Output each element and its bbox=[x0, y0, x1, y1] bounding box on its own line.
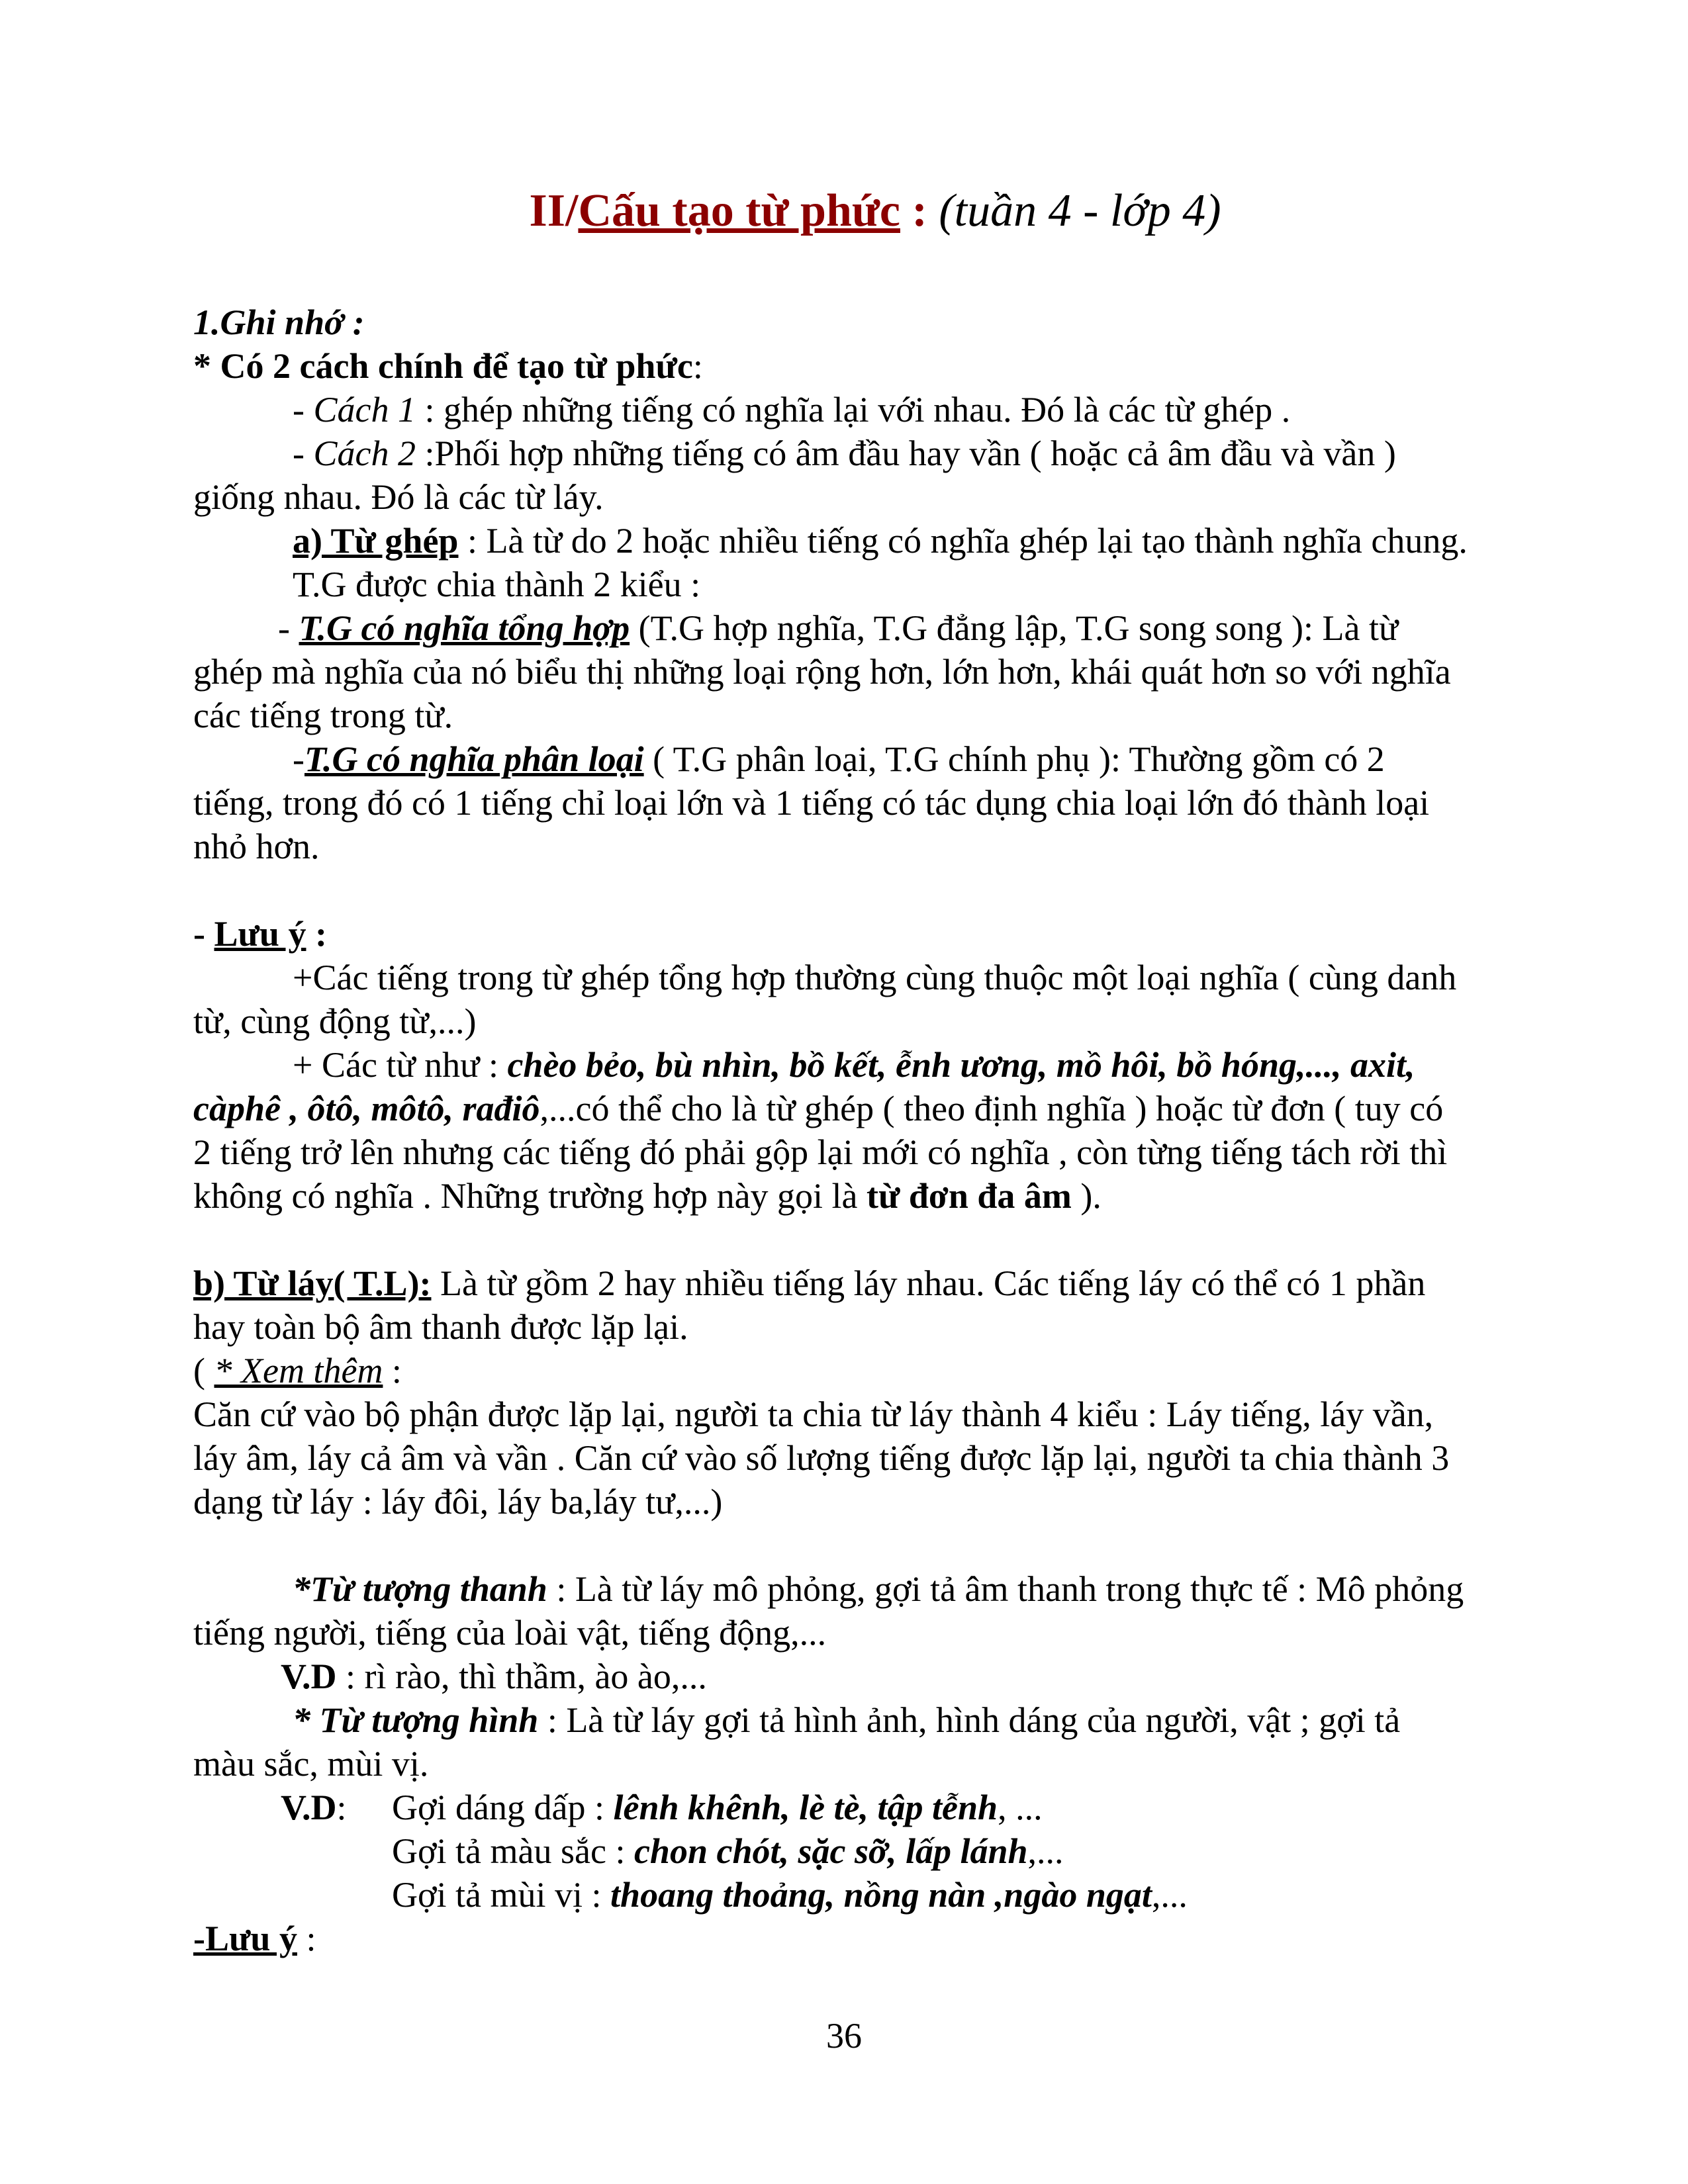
xem-them-heading: ( * Xem thêm : bbox=[193, 1351, 402, 1390]
tg-tong-hop: - T.G có nghĩa tổng hợp (T.G hợp nghĩa, T.G đẳng lập, T.G song song ): Là từ bbox=[278, 608, 1399, 648]
tuong-hinh: * Từ tượng hình : Là từ láy gợi tả hình ảnh, hình dáng của người, vật ; gợi tả bbox=[293, 1700, 1401, 1740]
tg-phan-loai-label: T.G có nghĩa phân loại bbox=[304, 739, 644, 779]
page-number: 36 bbox=[826, 2016, 862, 2056]
tg-phan-loai: -T.G có nghĩa phân loại ( T.G phân loại, T.G chính phụ ): Thường gồm có 2 bbox=[293, 739, 1385, 779]
title-colon: : bbox=[900, 185, 939, 236]
vd-example-2: Gợi tả mùi vị : thoang thoảng, nồng nàn ,ngào ngạt,... bbox=[392, 1875, 1188, 1915]
tuong-hinh-vd-label: V.D: bbox=[281, 1788, 347, 1827]
tg-phan-loai-l2: tiếng, trong đó có 1 tiếng chỉ loại lớn và 1 tiếng có tác dụng chia loại lớn đó thành loại bbox=[193, 783, 1430, 823]
luu-y-1-item-2: + Các từ như : chèo bẻo, bù nhìn, bồ kết, ễnh ương, mồ hôi, bồ hóng,..., axit, bbox=[293, 1045, 1415, 1085]
tu-ghep-label: a) Từ ghép bbox=[293, 521, 459, 561]
tg-tong-hop-l2: ghép mà nghĩa của nó biểu thị những loại rộng hơn, lớn hơn, khái quát hơn so với nghĩa bbox=[193, 652, 1451, 692]
tu-lay-definition-cont: hay toàn bộ âm thanh được lặp lại. bbox=[193, 1307, 688, 1347]
title-note: (tuần 4 - lớp 4) bbox=[939, 185, 1221, 236]
cach-1-label: Cách 1 bbox=[313, 390, 416, 430]
cach-2: - Cách 2 :Phối hợp những tiếng có âm đầu hay vần ( hoặc cả âm đầu và vần ) bbox=[293, 433, 1396, 473]
tuong-hinh-label: * Từ tượng hình bbox=[293, 1700, 539, 1740]
ghi-nho-intro: * Có 2 cách chính để tạo từ phức: bbox=[193, 346, 703, 386]
luu-y-1-item-2-l3: 2 tiếng trở lên nhưng các tiếng đó phải gộp lại mới có nghĩa , còn từng tiếng tách rời thì bbox=[193, 1132, 1448, 1172]
tuong-thanh: *Từ tượng thanh : Là từ láy mô phỏng, gợi tả âm thanh trong thực tế : Mô phỏng bbox=[293, 1569, 1464, 1609]
tu-lay-definition: b) Từ láy( T.L): Là từ gồm 2 hay nhiều tiếng láy nhau. Các tiếng láy có thể có 1 phần bbox=[193, 1263, 1426, 1303]
cach-2-cont: giống nhau. Đó là các từ láy. bbox=[193, 477, 604, 517]
tuong-hinh-vd-row bbox=[193, 1786, 1557, 1829]
tg-phan-loai-l3: nhỏ hơn. bbox=[193, 827, 320, 866]
luu-y-2-heading: -Lưu ý : bbox=[193, 1919, 316, 1958]
ghi-nho-heading: 1.Ghi nhớ : bbox=[193, 302, 365, 342]
luu-y-1-item-2-l4: không có nghĩa . Những trường hợp này gọi là từ đơn đa âm ). bbox=[193, 1176, 1102, 1216]
tg-tong-hop-label: T.G có nghĩa tổng hợp bbox=[299, 608, 630, 648]
luu-y-1-item-1: +Các tiếng trong từ ghép tổng hợp thường cùng thuộc một loại nghĩa ( cùng danh bbox=[293, 958, 1457, 997]
xem-them-l1: Căn cứ vào bộ phận được lặp lại, người ta chia từ láy thành 4 kiểu : Láy tiếng, láy vần, bbox=[193, 1394, 1434, 1434]
tu-ghep-kieu: T.G được chia thành 2 kiểu : bbox=[293, 565, 701, 604]
tuong-thanh-vd: V.D : rì rào, thì thầm, ào ào,... bbox=[281, 1657, 707, 1696]
page-title bbox=[193, 183, 1557, 240]
tuong-hinh-vd-row bbox=[193, 1873, 1557, 1917]
vd-example-1: Gợi tả màu sắc : chon chót, sặc sỡ, lấp lánh,... bbox=[392, 1831, 1064, 1871]
tu-lay-label: b) Từ láy( T.L): bbox=[193, 1263, 432, 1303]
tg-tong-hop-l3: các tiếng trong từ. bbox=[193, 696, 453, 735]
luu-y-1-item-2-l2: càphê , ôtô, môtô, rađiô,...có thể cho là từ ghép ( theo định nghĩa ) hoặc từ đơn ( tuy có bbox=[193, 1089, 1444, 1128]
luu-y-1-item-1-cont: từ, cùng động từ,...) bbox=[193, 1001, 477, 1041]
tuong-thanh-label: *Từ tượng thanh bbox=[293, 1569, 547, 1609]
luu-y-1-heading: - Lưu ý : bbox=[193, 914, 327, 954]
cach-1: - Cách 1 : ghép những tiếng có nghĩa lại với nhau. Đó là các từ ghép . bbox=[293, 390, 1291, 430]
vd-example-0: Gợi dáng dấp : lênh khênh, lè tè, tập tễnh, ... bbox=[392, 1788, 1043, 1827]
tuong-hinh-vd-row bbox=[193, 1829, 1557, 1873]
xem-them-l2: láy âm, láy cả âm và vần . Căn cứ vào số lượng tiếng được lặp lại, người ta chia thành 3 bbox=[193, 1438, 1450, 1478]
title-prefix: II/ bbox=[529, 185, 579, 236]
tu-ghep-definition: a) Từ ghép : Là từ do 2 hoặc nhiều tiếng có nghĩa ghép lại tạo thành nghĩa chung. bbox=[293, 521, 1468, 561]
tuong-hinh-cont: màu sắc, mùi vị. bbox=[193, 1744, 429, 1784]
page-content bbox=[193, 183, 1557, 1960]
cach-2-label: Cách 2 bbox=[313, 433, 416, 473]
tuong-thanh-cont: tiếng người, tiếng của loài vật, tiếng động,... bbox=[193, 1613, 827, 1653]
xem-them-l3: dạng từ láy : láy đôi, láy ba,láy tư,...) bbox=[193, 1482, 723, 1522]
title-main: Cấu tạo từ phức bbox=[578, 185, 900, 236]
